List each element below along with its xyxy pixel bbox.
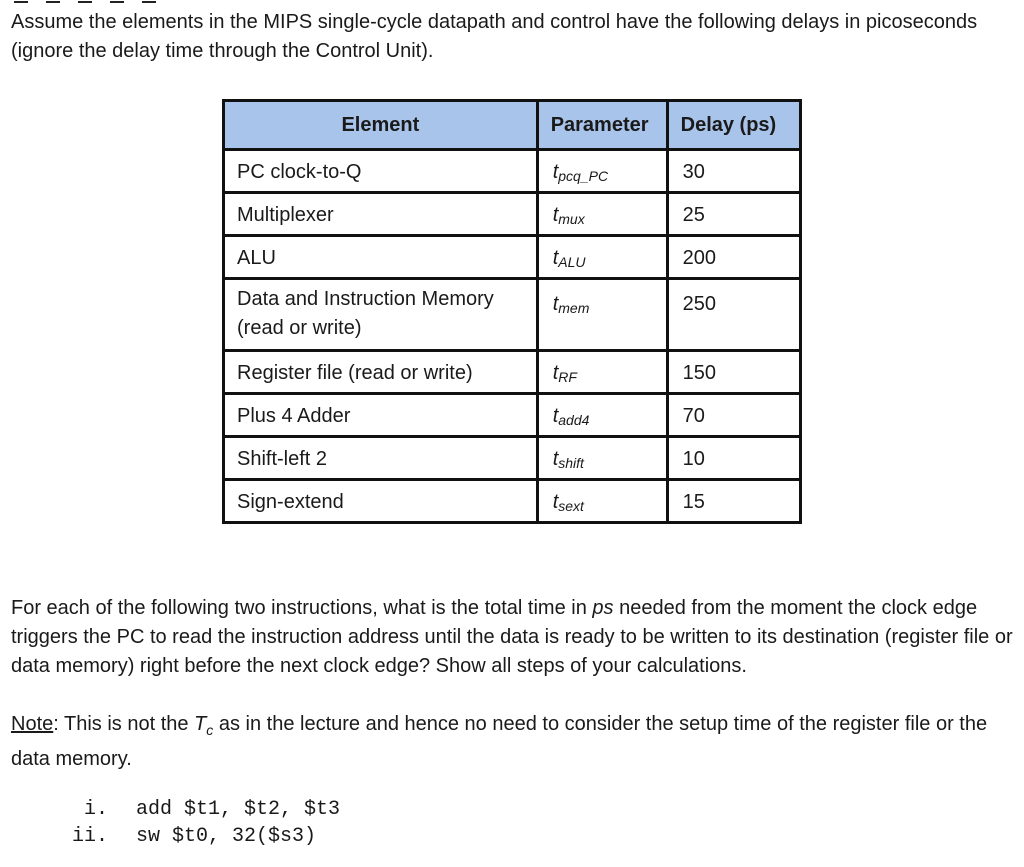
parameter-base: t bbox=[552, 247, 559, 269]
instruction-number: ii. bbox=[71, 825, 108, 848]
parameter-subscript: shift bbox=[558, 455, 584, 471]
parameter-base: t bbox=[552, 405, 559, 427]
table-row bbox=[224, 437, 801, 480]
question-paragraph bbox=[11, 594, 1016, 681]
note-paragraph bbox=[11, 710, 1016, 774]
parameter-subscript: pcq_PC bbox=[558, 168, 609, 184]
parameter-subscript: mem bbox=[558, 300, 590, 316]
parameter-subscript: RF bbox=[558, 369, 577, 385]
parameter-subscript: ALU bbox=[558, 254, 586, 270]
delay-cell: 25 bbox=[667, 193, 800, 236]
list-item bbox=[60, 796, 340, 823]
table-row bbox=[224, 150, 801, 193]
instruction-code: add $t1, $t2, $t3 bbox=[136, 798, 341, 821]
parameter-base: t bbox=[552, 293, 559, 315]
instruction-list bbox=[60, 796, 340, 850]
parameter-subscript: sext bbox=[558, 498, 584, 514]
instruction-number: i. bbox=[83, 798, 108, 821]
instruction-code: sw $t0, 32($s3) bbox=[136, 825, 317, 848]
table-row bbox=[224, 236, 801, 279]
element-cell: ALU bbox=[224, 236, 538, 279]
parameter-subscript: mux bbox=[558, 211, 585, 227]
element-cell: Shift-left 2 bbox=[224, 437, 538, 480]
parameter-cell bbox=[537, 236, 667, 279]
parameter-cell bbox=[537, 279, 667, 351]
table-row bbox=[224, 394, 801, 437]
delay-table bbox=[222, 99, 802, 524]
parameter-cell bbox=[537, 193, 667, 236]
table-row bbox=[224, 279, 801, 351]
delay-cell: 150 bbox=[667, 351, 800, 394]
question-unit: ps bbox=[592, 597, 614, 619]
parameter-base: t bbox=[552, 362, 559, 384]
header-parameter: Parameter bbox=[537, 101, 667, 150]
table-header-row bbox=[224, 101, 801, 150]
parameter-cell bbox=[537, 351, 667, 394]
intro-paragraph: Assume the elements in the MIPS single-cycle datapath and control have the following delays in picoseconds (ignore the delay time through the Control Unit). bbox=[11, 11, 978, 62]
parameter-base: t bbox=[552, 204, 559, 226]
header-delay: Delay (ps) bbox=[667, 101, 800, 150]
note-text-end: as in the lecture and hence no need to consider the setup time of the register file or the data memory. bbox=[11, 713, 988, 770]
delay-cell: 10 bbox=[667, 437, 800, 480]
table-row bbox=[224, 193, 801, 236]
delay-cell: 15 bbox=[667, 480, 800, 523]
delay-cell: 200 bbox=[667, 236, 800, 279]
header-element: Element bbox=[224, 101, 538, 150]
element-cell: Multiplexer bbox=[224, 193, 538, 236]
element-cell: Data and Instruction Memory (read or write) bbox=[224, 279, 538, 351]
parameter-cell bbox=[537, 437, 667, 480]
cropped-heading-fragment bbox=[14, 0, 234, 3]
delay-cell: 70 bbox=[667, 394, 800, 437]
element-cell: Register file (read or write) bbox=[224, 351, 538, 394]
delay-cell: 250 bbox=[667, 279, 800, 351]
question-text-start: For each of the following two instructions, what is the total time in bbox=[11, 597, 593, 619]
note-label: Note bbox=[11, 713, 54, 735]
question-text-end: needed from the moment the clock edge triggers the PC to read the instruction address until the data is ready to be written to its destination (register file or data memory) right before the next clock edge? Show all steps of your calculations. bbox=[11, 597, 1013, 677]
parameter-cell bbox=[537, 480, 667, 523]
list-item bbox=[60, 823, 340, 850]
tc-symbol: T bbox=[194, 713, 207, 735]
parameter-cell bbox=[537, 150, 667, 193]
parameter-base: t bbox=[552, 491, 559, 513]
table-row bbox=[224, 351, 801, 394]
parameter-cell bbox=[537, 394, 667, 437]
table-row bbox=[224, 480, 801, 523]
note-text-start: : This is not the bbox=[53, 713, 195, 735]
element-cell: Plus 4 Adder bbox=[224, 394, 538, 437]
parameter-subscript: add4 bbox=[558, 412, 590, 428]
parameter-base: t bbox=[552, 448, 559, 470]
tc-subscript: c bbox=[206, 722, 214, 738]
element-cell: Sign-extend bbox=[224, 480, 538, 523]
element-cell: PC clock-to-Q bbox=[224, 150, 538, 193]
parameter-base: t bbox=[552, 161, 559, 183]
delay-cell: 30 bbox=[667, 150, 800, 193]
